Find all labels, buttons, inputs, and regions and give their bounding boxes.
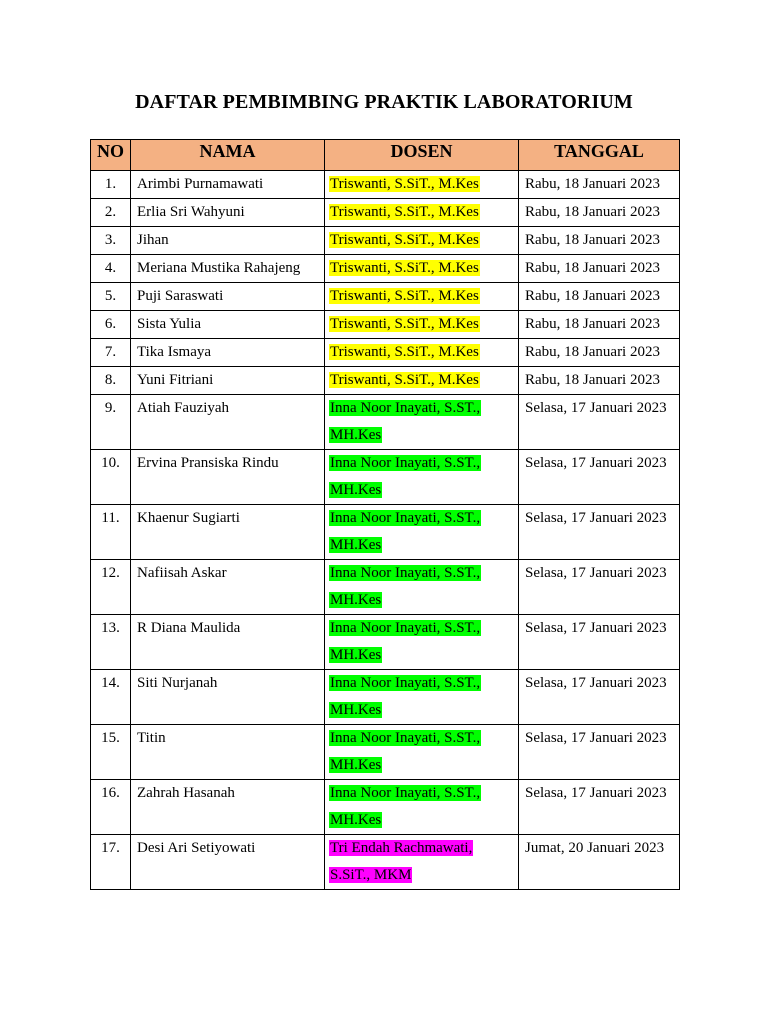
cell-tanggal: Selasa, 17 Januari 2023 bbox=[519, 505, 680, 560]
document-title: DAFTAR PEMBIMBING PRAKTIK LABORATORIUM bbox=[135, 91, 633, 113]
column-header-nama: NAMA bbox=[131, 140, 325, 171]
dosen-highlight: Inna Noor Inayati, S.ST., MH.Kes bbox=[330, 510, 481, 553]
cell-tanggal: Rabu, 18 Januari 2023 bbox=[519, 311, 680, 339]
cell-no: 3. bbox=[91, 227, 131, 255]
dosen-highlight: Triswanti, S.SiT., M.Kes bbox=[330, 316, 479, 332]
cell-dosen bbox=[325, 171, 519, 199]
cell-tanggal: Jumat, 20 Januari 2023 bbox=[519, 835, 680, 890]
cell-nama: Puji Saraswati bbox=[131, 283, 325, 311]
cell-tanggal: Selasa, 17 Januari 2023 bbox=[519, 450, 680, 505]
cell-no: 9. bbox=[91, 395, 131, 450]
cell-nama: Titin bbox=[131, 725, 325, 780]
dosen-highlight: Inna Noor Inayati, S.ST., MH.Kes bbox=[330, 785, 481, 828]
dosen-highlight: Inna Noor Inayati, S.ST., MH.Kes bbox=[330, 455, 481, 498]
cell-dosen bbox=[325, 199, 519, 227]
table-header bbox=[91, 140, 680, 171]
table-row bbox=[91, 450, 680, 505]
dosen-highlight: Triswanti, S.SiT., M.Kes bbox=[330, 260, 479, 276]
cell-nama: Khaenur Sugiarti bbox=[131, 505, 325, 560]
dosen-highlight: Triswanti, S.SiT., M.Kes bbox=[330, 344, 479, 360]
cell-no: 11. bbox=[91, 505, 131, 560]
dosen-highlight: Triswanti, S.SiT., M.Kes bbox=[330, 372, 479, 388]
cell-no: 6. bbox=[91, 311, 131, 339]
cell-dosen bbox=[325, 339, 519, 367]
cell-nama: Nafiisah Askar bbox=[131, 560, 325, 615]
cell-tanggal: Rabu, 18 Januari 2023 bbox=[519, 199, 680, 227]
cell-nama: Meriana Mustika Rahajeng bbox=[131, 255, 325, 283]
cell-tanggal: Rabu, 18 Januari 2023 bbox=[519, 255, 680, 283]
dosen-highlight: Tri Endah Rachmawati, S.SiT., MKM bbox=[330, 840, 473, 883]
cell-nama: Atiah Fauziyah bbox=[131, 395, 325, 450]
cell-dosen bbox=[325, 780, 519, 835]
dosen-highlight: Inna Noor Inayati, S.ST., MH.Kes bbox=[330, 565, 481, 608]
cell-nama: Ervina Pransiska Rindu bbox=[131, 450, 325, 505]
cell-nama: Jihan bbox=[131, 227, 325, 255]
cell-nama: Erlia Sri Wahyuni bbox=[131, 199, 325, 227]
table-row bbox=[91, 725, 680, 780]
cell-tanggal: Selasa, 17 Januari 2023 bbox=[519, 780, 680, 835]
cell-dosen bbox=[325, 560, 519, 615]
dosen-highlight: Inna Noor Inayati, S.ST., MH.Kes bbox=[330, 730, 481, 773]
cell-no: 13. bbox=[91, 615, 131, 670]
table-row bbox=[91, 670, 680, 725]
cell-tanggal: Rabu, 18 Januari 2023 bbox=[519, 367, 680, 395]
table-row bbox=[91, 615, 680, 670]
cell-dosen bbox=[325, 450, 519, 505]
table-row bbox=[91, 171, 680, 199]
table-row bbox=[91, 395, 680, 450]
cell-no: 16. bbox=[91, 780, 131, 835]
cell-dosen bbox=[325, 395, 519, 450]
cell-dosen bbox=[325, 311, 519, 339]
table-row bbox=[91, 367, 680, 395]
table-row bbox=[91, 227, 680, 255]
cell-no: 5. bbox=[91, 283, 131, 311]
dosen-highlight: Triswanti, S.SiT., M.Kes bbox=[330, 176, 479, 192]
dosen-highlight: Inna Noor Inayati, S.ST., MH.Kes bbox=[330, 400, 481, 443]
cell-no: 14. bbox=[91, 670, 131, 725]
table-row bbox=[91, 560, 680, 615]
cell-dosen bbox=[325, 283, 519, 311]
cell-tanggal: Rabu, 18 Januari 2023 bbox=[519, 339, 680, 367]
cell-tanggal: Rabu, 18 Januari 2023 bbox=[519, 227, 680, 255]
dosen-highlight: Triswanti, S.SiT., M.Kes bbox=[330, 204, 479, 220]
cell-no: 17. bbox=[91, 835, 131, 890]
column-header-no: NO bbox=[91, 140, 131, 171]
table-row bbox=[91, 339, 680, 367]
cell-nama: Desi Ari Setiyowati bbox=[131, 835, 325, 890]
cell-dosen bbox=[325, 615, 519, 670]
cell-dosen bbox=[325, 725, 519, 780]
cell-dosen bbox=[325, 670, 519, 725]
cell-tanggal: Selasa, 17 Januari 2023 bbox=[519, 395, 680, 450]
cell-tanggal: Selasa, 17 Januari 2023 bbox=[519, 725, 680, 780]
cell-dosen bbox=[325, 255, 519, 283]
dosen-highlight: Inna Noor Inayati, S.ST., MH.Kes bbox=[330, 675, 481, 718]
dosen-highlight: Triswanti, S.SiT., M.Kes bbox=[330, 232, 479, 248]
table-header-row bbox=[91, 140, 680, 171]
dosen-highlight: Inna Noor Inayati, S.ST., MH.Kes bbox=[330, 620, 481, 663]
cell-nama: Sista Yulia bbox=[131, 311, 325, 339]
cell-nama: Tika Ismaya bbox=[131, 339, 325, 367]
column-header-dosen: DOSEN bbox=[325, 140, 519, 171]
cell-no: 8. bbox=[91, 367, 131, 395]
table-row bbox=[91, 255, 680, 283]
table-body bbox=[91, 171, 680, 890]
cell-dosen bbox=[325, 505, 519, 560]
cell-no: 2. bbox=[91, 199, 131, 227]
cell-no: 10. bbox=[91, 450, 131, 505]
cell-dosen bbox=[325, 835, 519, 890]
table-row bbox=[91, 283, 680, 311]
cell-nama: Siti Nurjanah bbox=[131, 670, 325, 725]
cell-tanggal: Selasa, 17 Januari 2023 bbox=[519, 615, 680, 670]
table-row bbox=[91, 505, 680, 560]
cell-no: 12. bbox=[91, 560, 131, 615]
cell-dosen bbox=[325, 367, 519, 395]
cell-tanggal: Rabu, 18 Januari 2023 bbox=[519, 283, 680, 311]
cell-no: 7. bbox=[91, 339, 131, 367]
cell-dosen bbox=[325, 227, 519, 255]
cell-no: 1. bbox=[91, 171, 131, 199]
table-row bbox=[91, 199, 680, 227]
cell-nama: Yuni Fitriani bbox=[131, 367, 325, 395]
cell-no: 4. bbox=[91, 255, 131, 283]
cell-nama: R Diana Maulida bbox=[131, 615, 325, 670]
cell-tanggal: Rabu, 18 Januari 2023 bbox=[519, 171, 680, 199]
cell-nama: Zahrah Hasanah bbox=[131, 780, 325, 835]
table-row bbox=[91, 311, 680, 339]
supervisor-table bbox=[90, 139, 680, 890]
table-row bbox=[91, 780, 680, 835]
cell-nama: Arimbi Purnamawati bbox=[131, 171, 325, 199]
cell-tanggal: Selasa, 17 Januari 2023 bbox=[519, 560, 680, 615]
table-row bbox=[91, 835, 680, 890]
column-header-tanggal: TANGGAL bbox=[519, 140, 680, 171]
cell-no: 15. bbox=[91, 725, 131, 780]
dosen-highlight: Triswanti, S.SiT., M.Kes bbox=[330, 288, 479, 304]
cell-tanggal: Selasa, 17 Januari 2023 bbox=[519, 670, 680, 725]
